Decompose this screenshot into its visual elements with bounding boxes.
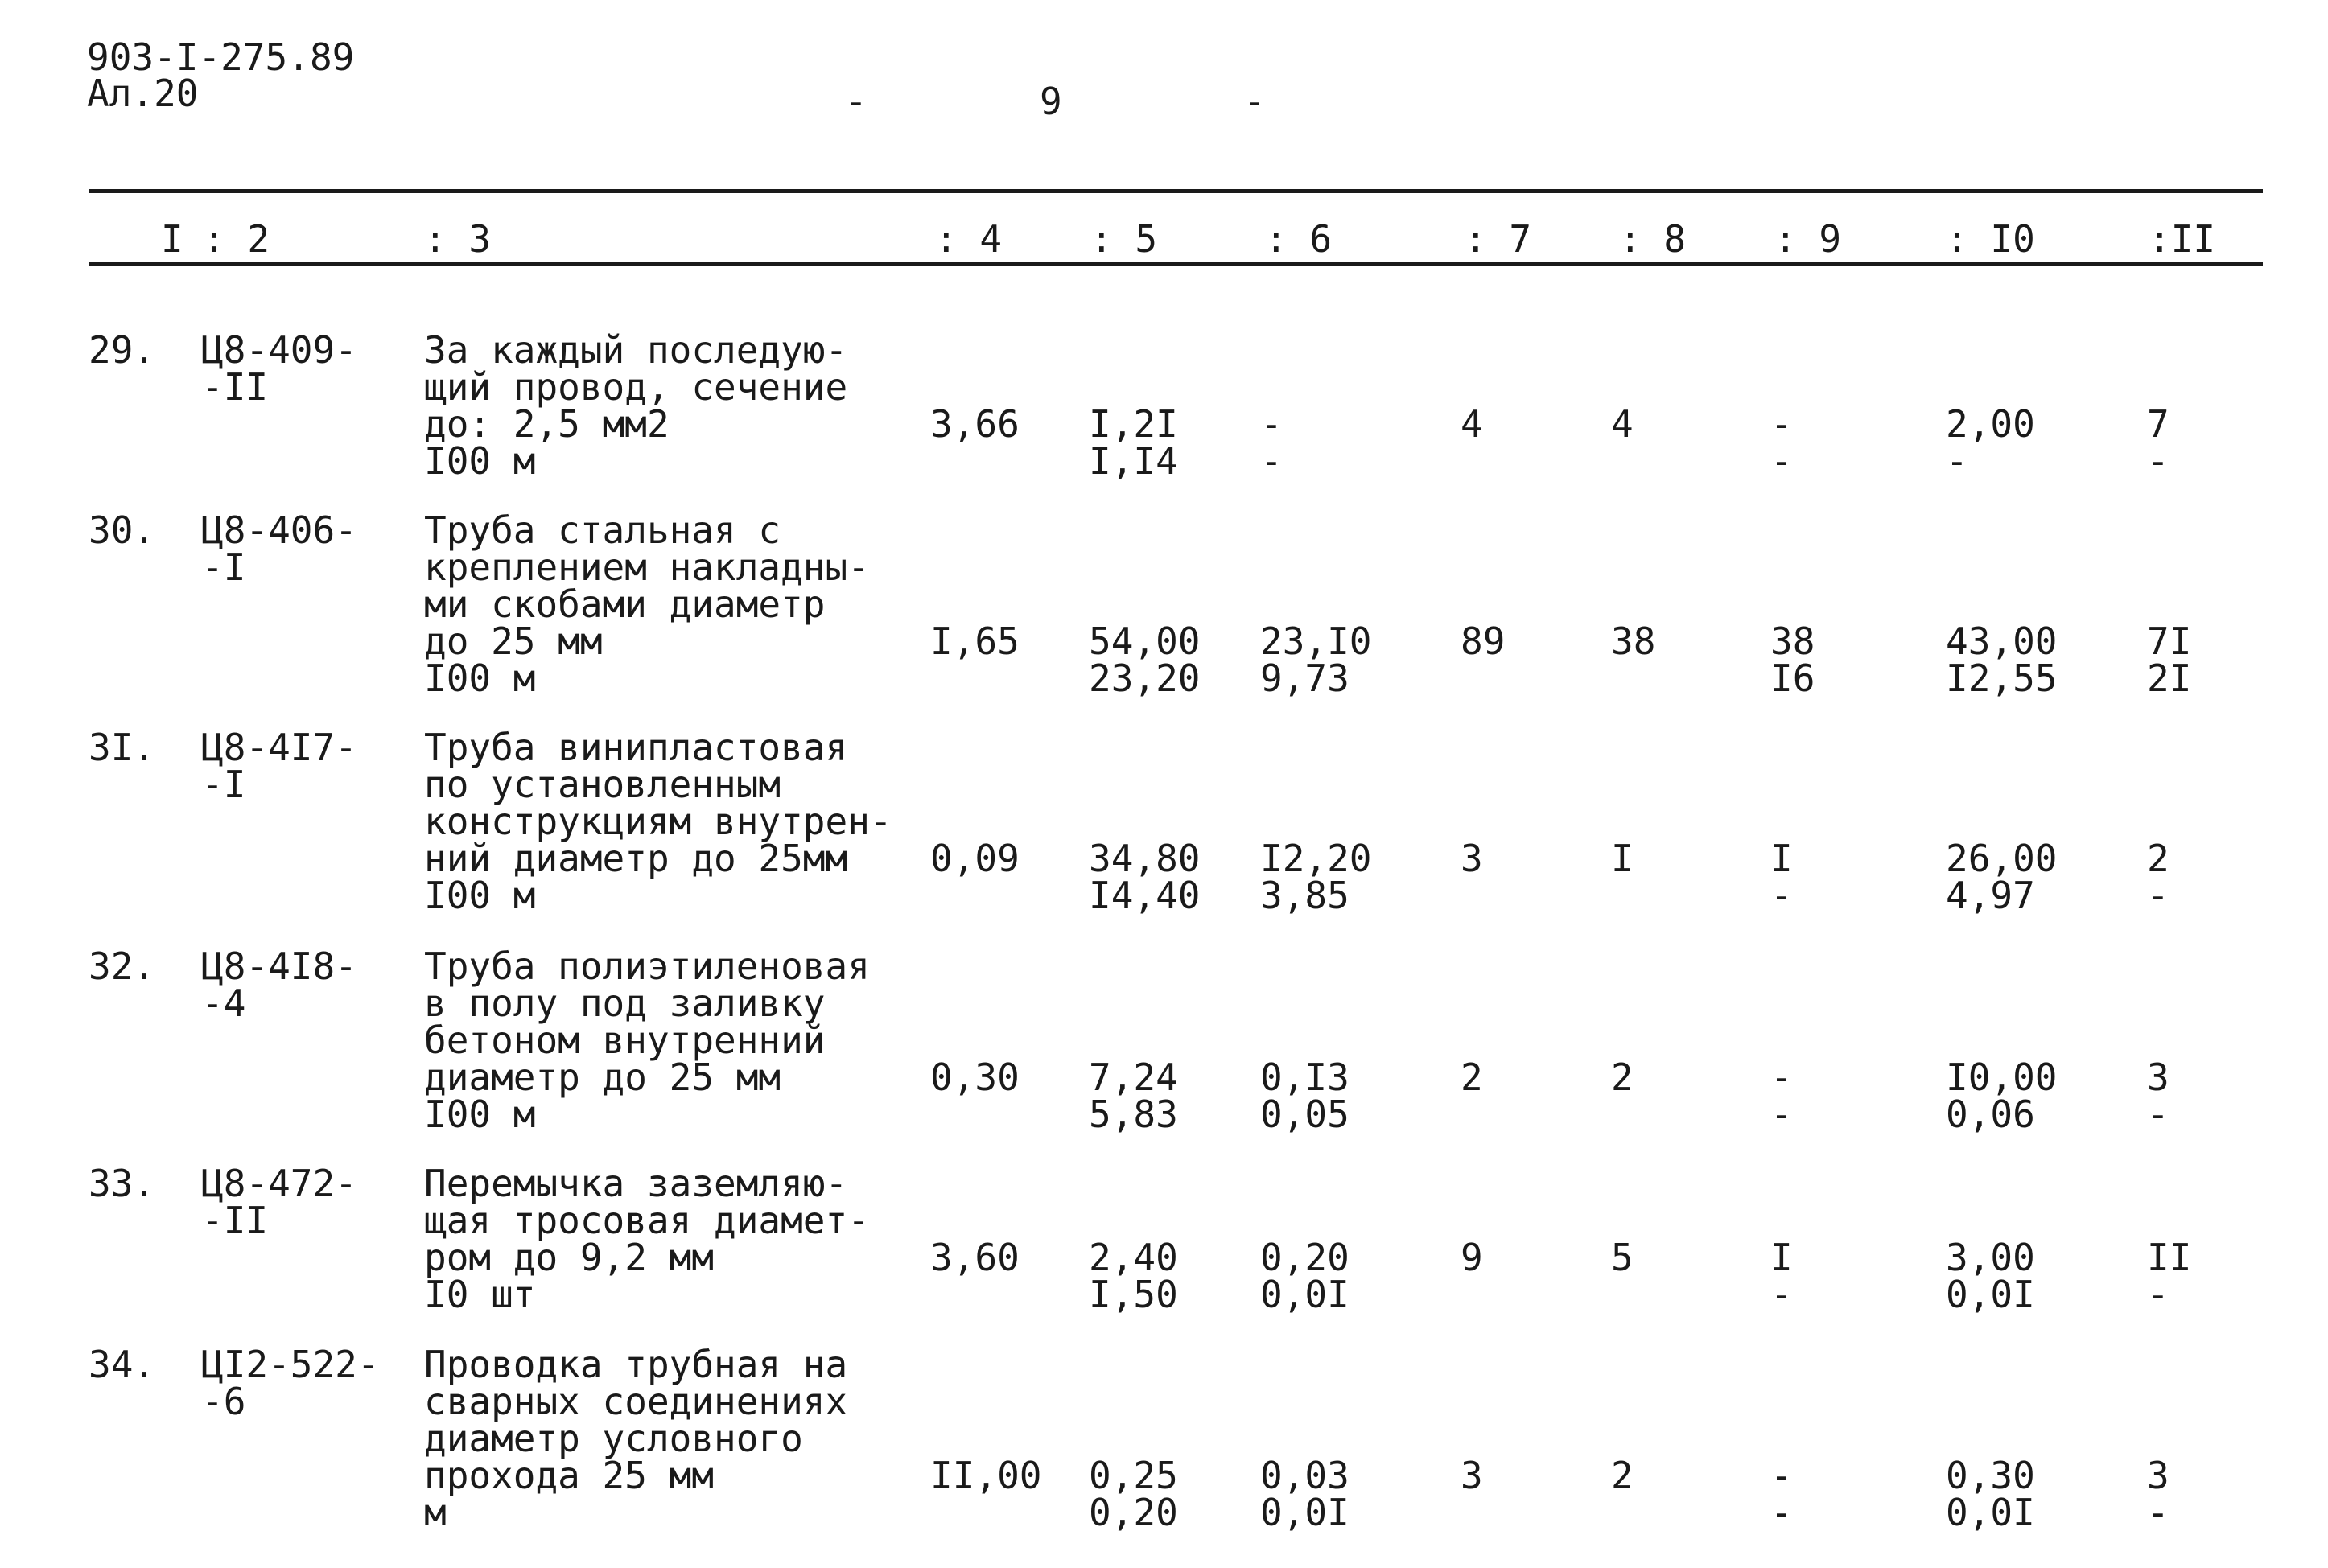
cell-col-11: 2 -: [2147, 837, 2169, 917]
norm-code: Ц8-4I8- -4: [201, 945, 357, 1025]
cell-col-11: 7I 2I: [2147, 619, 2192, 700]
cell-col-8: 4: [1611, 402, 1634, 446]
norm-code: Ц8-4I7- -I: [201, 726, 357, 806]
column-header-8: : 8: [1619, 217, 1687, 261]
cell-col-7: 4: [1461, 402, 1483, 446]
header-rule-top: [89, 189, 2263, 193]
cell-col-9: 38 I6: [1770, 619, 1815, 700]
cell-col-5: 2,40 I,50: [1089, 1236, 1178, 1316]
cell-col-11: 7 -: [2147, 402, 2169, 483]
cell-col-6: 23,I0 9,73: [1260, 619, 1372, 700]
cell-col-6: - -: [1260, 402, 1283, 483]
column-header-2: : 2: [203, 217, 270, 261]
cell-col-10: 3,00 0,0I: [1946, 1236, 2035, 1316]
column-header-5: : 5: [1090, 217, 1158, 261]
cell-col-10: 0,30 0,0I: [1946, 1454, 2035, 1534]
page-number: 9: [1040, 80, 1062, 123]
cell-col-7: 2: [1461, 1056, 1483, 1099]
page-dash-right: -: [1243, 80, 1266, 123]
norm-code: Ц8-409- -II: [201, 328, 357, 409]
cell-col-10: 26,00 4,97: [1946, 837, 2058, 917]
work-description: За каждый последую- щий провод, сечение до: 2,5 мм2 I00 м: [424, 328, 848, 483]
cell-col-7: 9: [1461, 1236, 1483, 1279]
document-code: 903-I-275.89: [87, 35, 355, 79]
cell-col-7: 3: [1461, 837, 1483, 880]
work-description: Труба полиэтиленовая в полу под заливку бетоном внутренний диаметр до 25 мм I00 м: [424, 945, 870, 1136]
table-row: [0, 726, 2328, 946]
table-row: [0, 508, 2328, 729]
row-number: 30.: [89, 508, 156, 552]
cell-col-8: 2: [1611, 1454, 1634, 1497]
column-header-11: :II: [2149, 217, 2216, 261]
cell-col-4: 3,66: [930, 402, 1020, 446]
cell-col-8: I: [1611, 837, 1634, 880]
cell-col-5: 0,25 0,20: [1089, 1454, 1178, 1534]
cell-col-9: I -: [1770, 837, 1793, 917]
cell-col-8: 2: [1611, 1056, 1634, 1099]
cell-col-4: 3,60: [930, 1236, 1020, 1279]
cell-col-9: - -: [1770, 402, 1793, 483]
row-number: 29.: [89, 328, 156, 372]
row-number: 3I.: [89, 726, 156, 769]
cell-col-4: I,65: [930, 619, 1020, 663]
column-header-1: I: [161, 217, 183, 261]
cell-col-9: - -: [1770, 1056, 1793, 1136]
cell-col-9: I -: [1770, 1236, 1793, 1316]
cell-col-7: 89: [1461, 619, 1506, 663]
work-description: Проводка трубная на сварных соединениях диаметр условного прохода 25 мм м: [424, 1343, 848, 1534]
cell-col-5: 54,00 23,20: [1089, 619, 1201, 700]
column-header-6: : 6: [1265, 217, 1333, 261]
cell-col-5: 7,24 5,83: [1089, 1056, 1178, 1136]
row-number: 34.: [89, 1343, 156, 1386]
sheet-label: Ал.20: [87, 72, 199, 115]
norm-code: Ц8-406- -I: [201, 508, 357, 589]
cell-col-9: - -: [1770, 1454, 1793, 1534]
column-header-10: : I0: [1946, 217, 2035, 261]
cell-col-6: 0,20 0,0I: [1260, 1236, 1349, 1316]
column-header-7: : 7: [1465, 217, 1532, 261]
column-header-9: : 9: [1774, 217, 1842, 261]
work-description: Труба стальная с креплением накладны- ми скобами диаметр до 25 мм I00 м: [424, 508, 870, 700]
cell-col-11: 3 -: [2147, 1454, 2169, 1534]
cell-col-11: II -: [2147, 1236, 2192, 1316]
row-number: 33.: [89, 1162, 156, 1205]
cell-col-11: 3 -: [2147, 1056, 2169, 1136]
norm-code: ЦI2-522- -6: [201, 1343, 380, 1423]
cell-col-6: 0,03 0,0I: [1260, 1454, 1349, 1534]
header-rule-bottom: [89, 262, 2263, 266]
column-header-4: : 4: [935, 217, 1003, 261]
cell-col-8: 5: [1611, 1236, 1634, 1279]
cell-col-7: 3: [1461, 1454, 1483, 1497]
cell-col-10: I0,00 0,06: [1946, 1056, 2058, 1136]
cell-col-5: 34,80 I4,40: [1089, 837, 1201, 917]
cell-col-4: II,00: [930, 1454, 1042, 1497]
table-row: [0, 1343, 2328, 1563]
cell-col-10: 2,00 -: [1946, 402, 2035, 483]
cell-col-5: I,2I I,I4: [1089, 402, 1178, 483]
cell-col-8: 38: [1611, 619, 1656, 663]
table-row: [0, 945, 2328, 1165]
work-description: Перемычка заземляю- щая тросовая диамет- ром до 9,2 мм I0 шт: [424, 1162, 870, 1316]
row-number: 32.: [89, 945, 156, 988]
norm-code: Ц8-472- -II: [201, 1162, 357, 1242]
cell-col-4: 0,30: [930, 1056, 1020, 1099]
cell-col-6: I2,20 3,85: [1260, 837, 1372, 917]
cell-col-4: 0,09: [930, 837, 1020, 880]
page-dash-left: -: [845, 80, 867, 123]
work-description: Труба винипластовая по установленным конструкциям внутрен- ний диаметр до 25мм I00 м: [424, 726, 892, 917]
cell-col-10: 43,00 I2,55: [1946, 619, 2058, 700]
cell-col-6: 0,I3 0,05: [1260, 1056, 1349, 1136]
column-header-3: : 3: [424, 217, 492, 261]
